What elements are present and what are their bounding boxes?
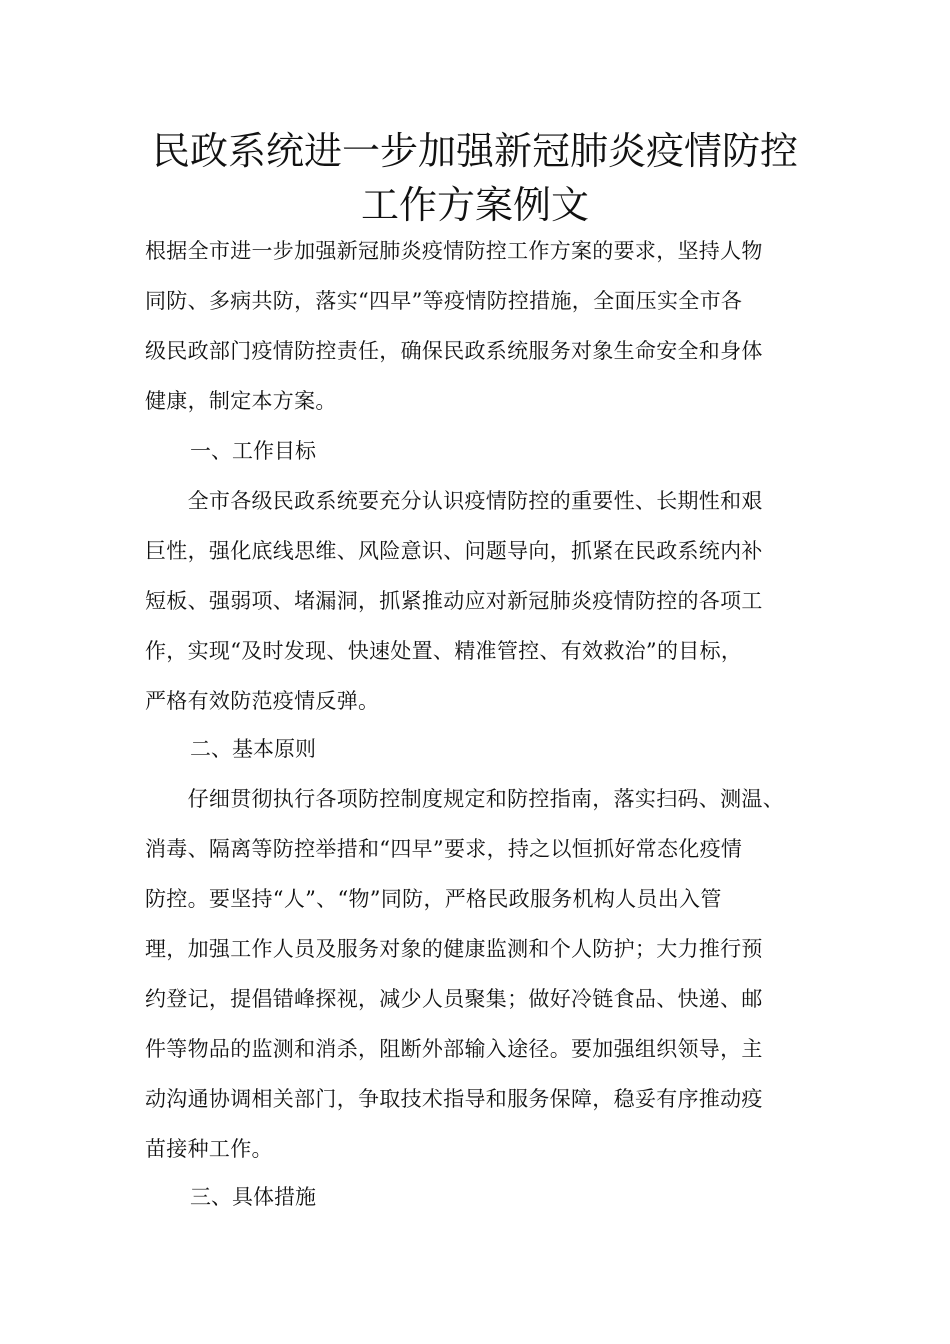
paragraph-line: 巨性，强化底线思维、风险意识、问题导向，抓紧在民政系统内补 xyxy=(145,539,763,563)
section-heading-principles: 二、基本原则 xyxy=(190,737,316,761)
paragraph-line: 约登记，提倡错峰探视，减少人员聚集；做好冷链食品、快递、邮 xyxy=(145,987,763,1011)
section-goals-paragraph xyxy=(145,476,845,726)
intro-paragraph xyxy=(145,226,845,426)
section-principles-paragraph xyxy=(145,774,845,1174)
paragraph-line: 严格有效防范疫情反弹。 xyxy=(145,689,380,713)
paragraph-line: 防控。要坚持“人”、“物”同防，严格民政服务机构人员出入管 xyxy=(145,887,722,911)
paragraph-line: 消毒、隔离等防控举措和“四早”要求，持之以恒抓好常态化疫情 xyxy=(145,837,743,861)
paragraph-line: 短板、强弱项、堵漏洞，抓紧推动应对新冠肺炎疫情防控的各项工 xyxy=(145,589,763,613)
paragraph-line: 动沟通协调相关部门，争取技术指导和服务保障，稳妥有序推动疫 xyxy=(145,1087,763,1111)
document-title-line-2: 工作方案例文 xyxy=(360,183,589,227)
document-title-line-1: 民政系统进一步加强新冠肺炎疫情防控 xyxy=(151,129,798,173)
paragraph-line: 同防、多病共防，落实“四早”等疫情防控措施，全面压实全市各 xyxy=(145,289,743,313)
paragraph-line: 苗接种工作。 xyxy=(145,1137,273,1161)
paragraph-line: 理，加强工作人员及服务对象的健康监测和个人防护；大力推行预 xyxy=(145,937,763,961)
paragraph-line: 全市各级民政系统要充分认识疫情防控的重要性、长期性和艰 xyxy=(145,489,763,513)
paragraph-line: 件等物品的监测和消杀，阻断外部输入途径。要加强组织领导，主 xyxy=(145,1037,763,1061)
paragraph-line: 仔细贯彻执行各项防控制度规定和防控指南，落实扫码、测温、 xyxy=(145,787,784,811)
section-heading-measures: 三、具体措施 xyxy=(190,1185,316,1209)
section-heading-goals: 一、工作目标 xyxy=(190,439,316,463)
paragraph-line: 健康，制定本方案。 xyxy=(145,389,337,413)
paragraph-line: 级民政部门疫情防控责任，确保民政系统服务对象生命安全和身体 xyxy=(145,339,763,363)
paragraph-line: 作，实现“及时发现、快速处置、精准管控、有效救治”的目标， xyxy=(145,639,743,663)
paragraph-line: 根据全市进一步加强新冠肺炎疫情防控工作方案的要求，坚持人物 xyxy=(145,239,763,263)
